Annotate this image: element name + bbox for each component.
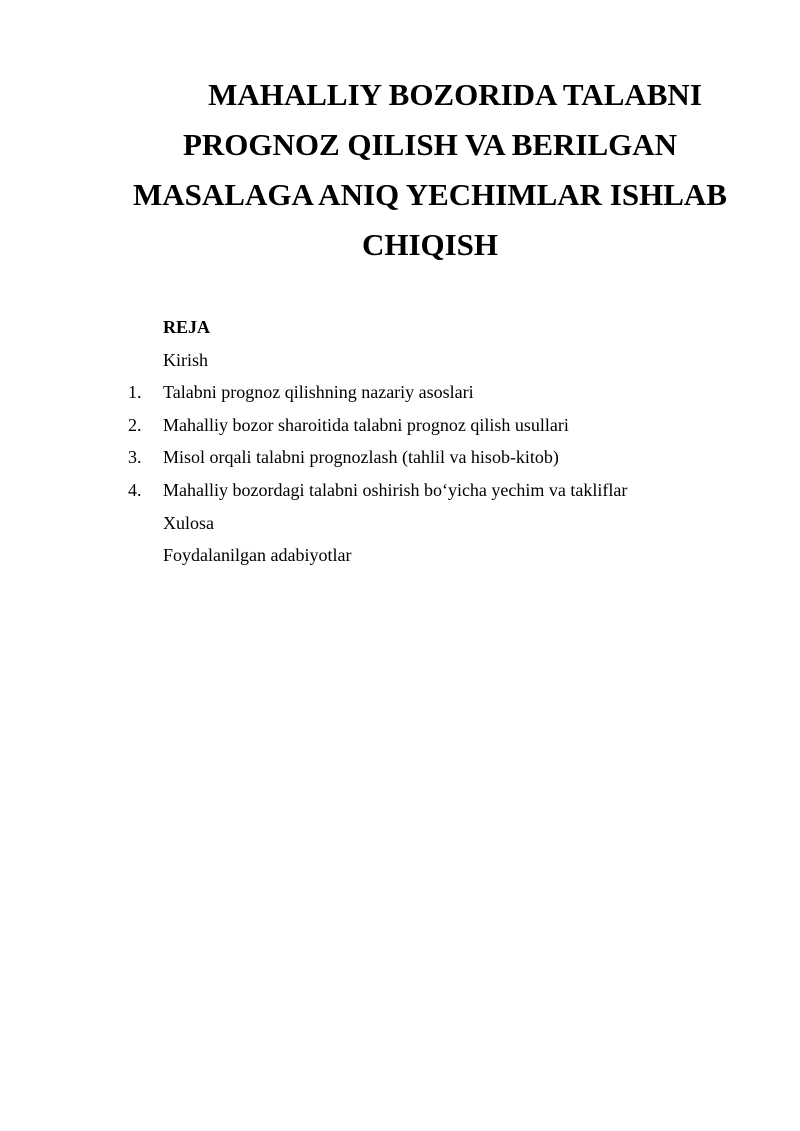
plan-item-text: Talabni prognoz qilishning nazariy asoslari xyxy=(163,382,474,403)
plan-item-text: Mahalliy bozordagi talabni oshirish bo‘yicha yechim va takliflar xyxy=(163,479,628,500)
plan-item-text: Misol orqali talabni prognozlash (tahlil va hisob-kitob) xyxy=(163,447,559,468)
plan-heading: REJA xyxy=(163,317,211,337)
plan-item xyxy=(0,409,800,442)
plan-section xyxy=(0,311,800,572)
plan-references: Foydalanilgan adabiyotlar xyxy=(163,545,352,566)
title-line-1: MAHALLIY BOZORIDA TALABNI xyxy=(208,77,702,112)
plan-item-number: 1. xyxy=(128,382,142,403)
plan-item-number: 4. xyxy=(128,479,142,500)
plan-item xyxy=(0,376,800,409)
title-line-4: CHIQISH xyxy=(361,227,499,262)
title-line-2: PROGNOZ QILISH VA BERILGAN xyxy=(182,127,678,162)
plan-item xyxy=(0,441,800,474)
plan-item xyxy=(0,474,800,507)
plan-item-text: Mahalliy bozor sharoitida talabni prognoz qilish usullari xyxy=(163,414,569,435)
plan-conclusion-row xyxy=(0,507,800,540)
plan-item-number: 3. xyxy=(128,447,142,468)
document-title xyxy=(120,70,740,270)
plan-references-row xyxy=(0,539,800,572)
plan-item-number: 2. xyxy=(128,414,142,435)
plan-intro-row xyxy=(0,344,800,377)
plan-heading-row xyxy=(0,311,800,344)
plan-conclusion: Xulosa xyxy=(163,512,214,533)
title-line-3: MASALAGA ANIQ YECHIMLAR ISHLAB xyxy=(133,177,727,212)
plan-intro: Kirish xyxy=(163,349,208,370)
